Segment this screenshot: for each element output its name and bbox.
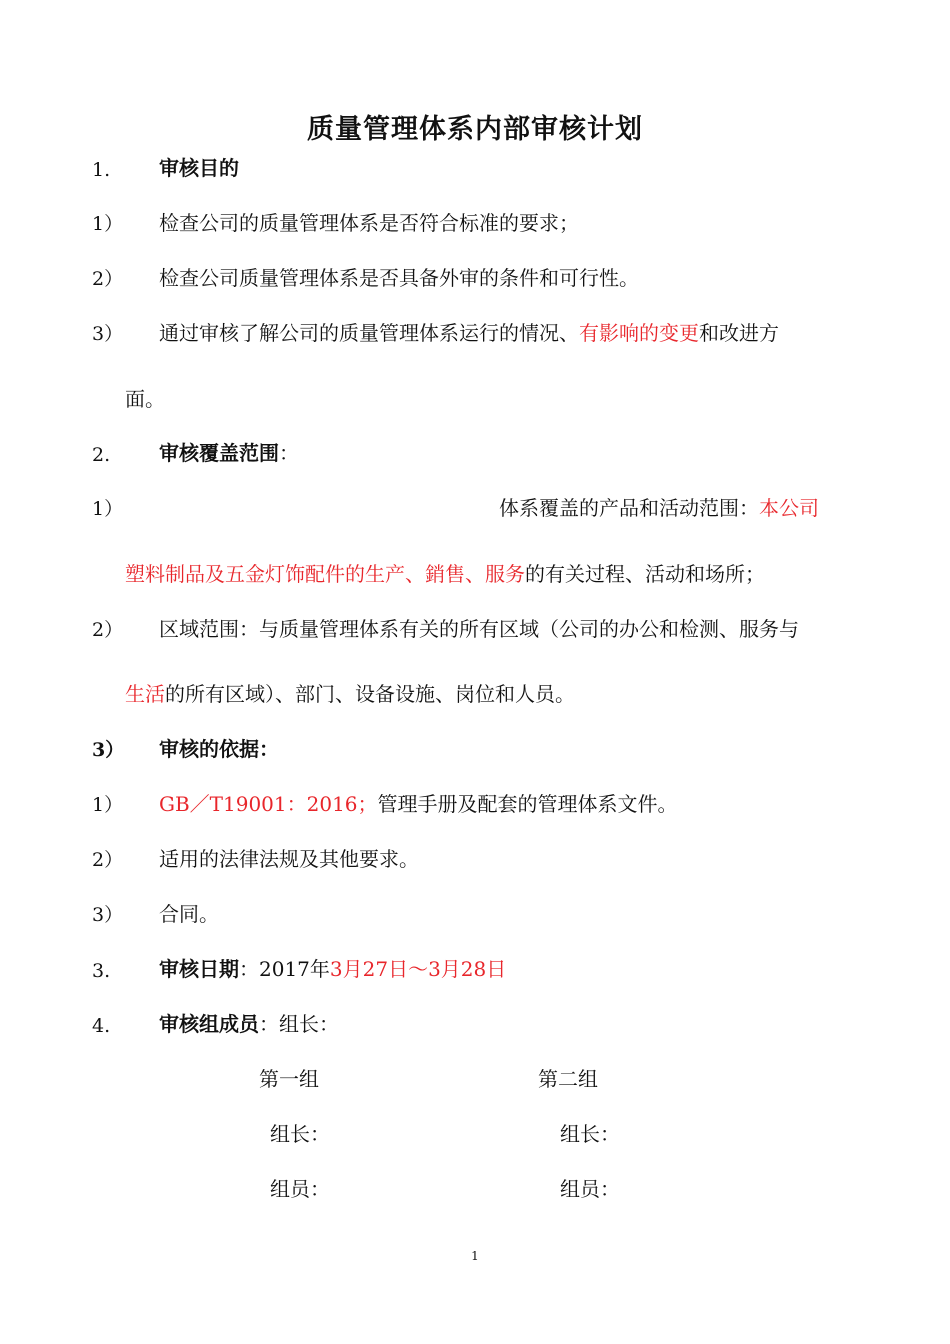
s2-item-1-highlight: 本公司 — [759, 496, 819, 520]
s3-item-1-number: 1） — [92, 794, 124, 816]
s2-item-1-line — [499, 495, 819, 521]
s3-item-3-number: 3） — [92, 904, 124, 926]
group-2-member: 组员： — [560, 1177, 620, 1201]
s3-item-2-text: 适用的法律法规及其他要求。 — [159, 847, 419, 871]
audit-team-line — [159, 1011, 339, 1037]
s3-item-3-text: 合同。 — [159, 902, 219, 926]
section-2-number: 2. — [92, 444, 111, 466]
section-team-number: 4. — [92, 1015, 111, 1037]
s1-item-1-text: 检查公司的质量管理体系是否符合标准的要求； — [159, 211, 579, 235]
s1-item-2-text: 检查公司质量管理体系是否具备外审的条件和可行性。 — [159, 266, 639, 290]
s1-item-2-number: 2） — [92, 268, 124, 290]
audit-team-heading: 审核组成员 — [159, 1012, 259, 1036]
s2-item-2-cont-highlight: 生活 — [125, 682, 165, 706]
s3-item-2-number: 2） — [92, 849, 124, 871]
s2-item-1-text-a: 体系覆盖的产品和活动范围： — [499, 496, 759, 520]
s2-item-1-continuation — [125, 561, 765, 587]
page-number: 1 — [471, 1249, 479, 1263]
section-1-heading: 审核目的 — [159, 156, 239, 180]
section-2-heading-colon: ： — [279, 441, 299, 465]
audit-date-range: 3月27日～3月28日 — [329, 957, 507, 981]
s2-item-1-number: 1） — [92, 498, 124, 520]
s1-item-3-text-b: 和改进方 — [699, 321, 779, 345]
group-1-leader: 组长： — [270, 1122, 330, 1146]
s1-item-3-number: 3） — [92, 323, 124, 345]
s2-item-1-cont-text: 的有关过程、活动和场所； — [525, 562, 765, 586]
group-2-leader: 组长： — [560, 1122, 620, 1146]
audit-date-line — [159, 956, 506, 982]
section-1-number: 1. — [92, 159, 111, 181]
s1-item-3-text-a: 通过审核了解公司的质量管理体系运行的情况、 — [159, 321, 579, 345]
group-2-name: 第二组 — [538, 1067, 598, 1091]
s3-item-1-line — [159, 791, 678, 817]
s2-item-2-text: 区域范围：与质量管理体系有关的所有区域（公司的办公和检测、服务与 — [159, 617, 799, 641]
page-title: 质量管理体系内部审核计划 — [307, 114, 643, 145]
s2-item-2-cont-text: 的所有区域）、部门、设备设施、岗位和人员。 — [165, 682, 575, 706]
group-1-name: 第一组 — [259, 1067, 319, 1091]
section-2-heading-line — [159, 440, 299, 466]
s1-item-3-highlight: 有影响的变更 — [579, 321, 699, 345]
section-3-heading: 审核的依据： — [159, 737, 279, 761]
s2-item-2-number: 2） — [92, 619, 124, 641]
section-3-number: 3） — [92, 739, 125, 761]
s1-item-3-continuation: 面。 — [125, 387, 165, 411]
s1-item-1-number: 1） — [92, 213, 124, 235]
group-1-member: 组员： — [270, 1177, 330, 1201]
s3-item-1-standard: GB／T19001：2016； — [159, 792, 378, 816]
audit-date-year: ：2017年 — [239, 957, 330, 981]
s2-item-2-continuation — [125, 681, 575, 707]
section-date-number: 3. — [92, 960, 111, 982]
audit-team-leader-label: ：组长： — [259, 1012, 339, 1036]
s2-item-1-cont-highlight: 塑料制品及五金灯饰配件的生产、銷售、服务 — [125, 562, 525, 586]
s1-item-3-line — [159, 320, 779, 346]
audit-date-heading: 审核日期 — [159, 957, 239, 981]
s3-item-1-text: 管理手册及配套的管理体系文件。 — [377, 792, 678, 816]
section-2-heading: 审核覆盖范围 — [159, 441, 279, 465]
